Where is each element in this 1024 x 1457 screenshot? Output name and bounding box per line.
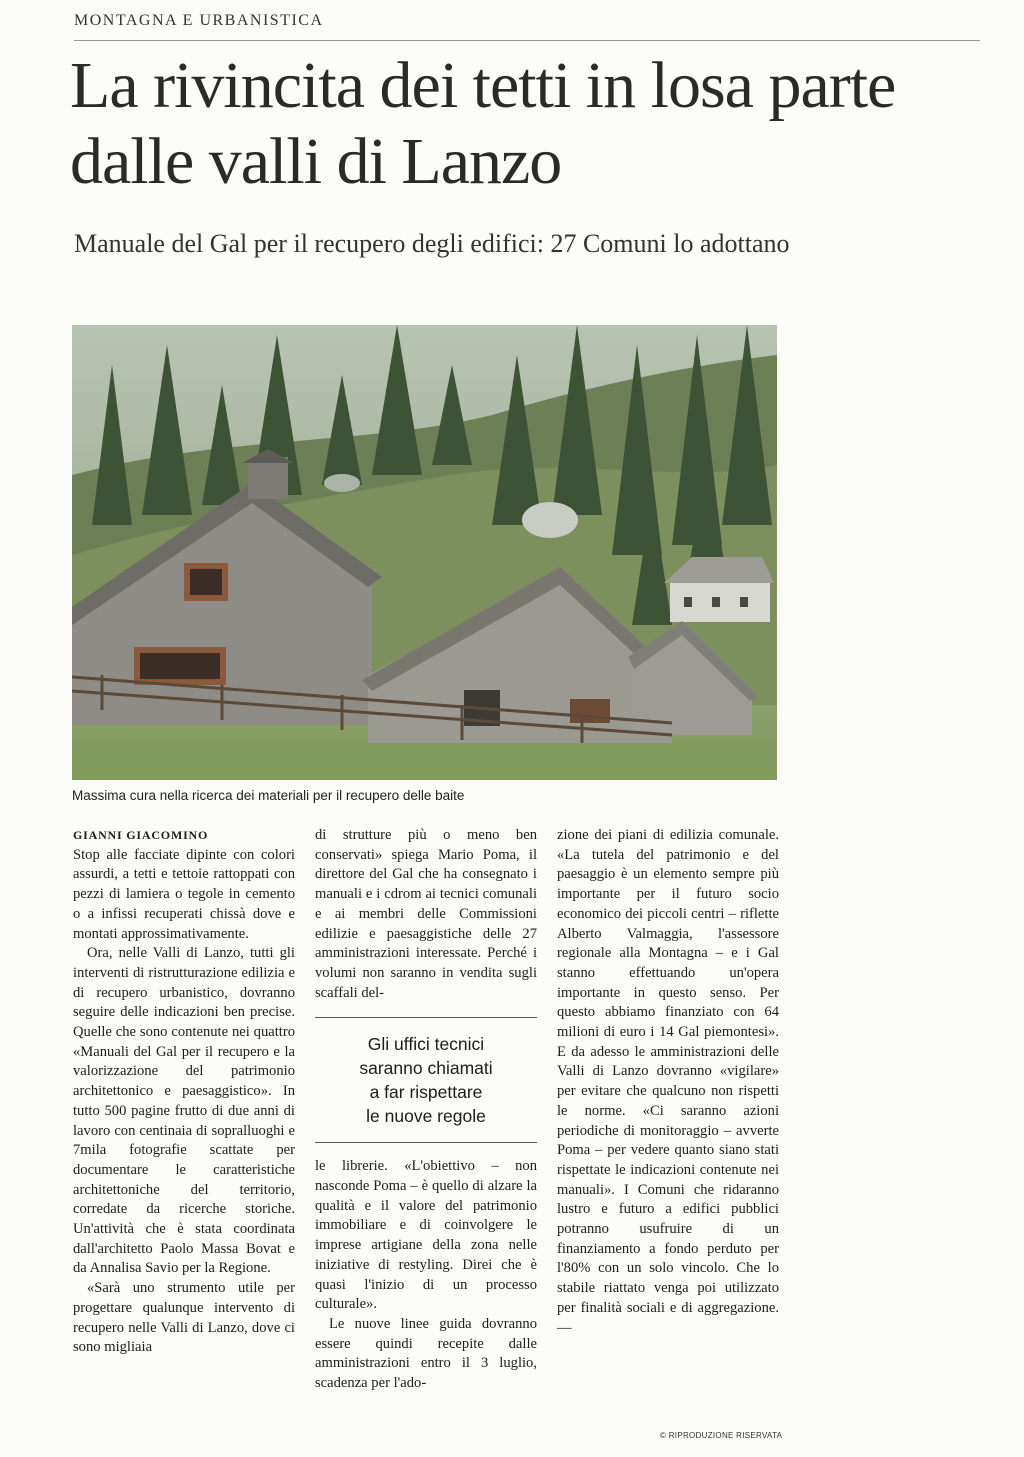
paragraph: Le nuove linee guida dovranno essere quindi recepite dalle amministrazioni entro il 3 luglio, scadenza per l'ado- (315, 1315, 537, 1392)
paragraph: le librerie. «L'obiettivo – non nasconde Poma – è quello di alzare la qualità e il valore del patrimonio immobiliare e di coinvolgere le imprese artigiane della zona nelle iniziative di restyling. Direi che è quasi l'inizio di un processo culturale». (315, 1158, 537, 1313)
pull-quote-line: Gli uffici tecnici (367, 1034, 485, 1055)
paragraph: «Sarà uno strumento utile per progettare qualunque intervento di recupero nelle Valli di Lanzo, dove ci sono migliaia (73, 1280, 295, 1356)
pull-quote-line: saranno chiamati (359, 1058, 493, 1079)
section-kicker: MONTAGNA E URBANISTICA (74, 12, 324, 29)
article-photo (72, 325, 777, 780)
paragraph: zione dei piani di edilizia comunale. «La tutela del patrimonio e del paesaggio è un elemento sempre più importante per il futuro socio economico dei piccoli centri – riflette Alberto Valmaggia, l'assessore regionale alla Montagna – e i Gal stanno effettuando un'opera importante in questo senso. Per questo abbiamo finanziato con 64 milioni di euro i 14 Gal piemontesi». E da adesso le amministrazioni delle Valli di Lanzo dovranno «vigilare» per evitare che qualcuno non rispetti le norme. «Ci saranno azioni periodiche di monitoraggio – avverte Poma – per vedere quanto siano stati rispettate le indicazioni contenute nei manuali». I Comuni che ridaranno lustro e futuro a edifici pubblici potranno usufruire di un finanziamento a fondo perduto per l'80% con un solo vincolo. Che lo stabile riattato venga poi utilizzato per finalità sociali e di aggregazione. — (557, 827, 779, 1336)
text-column-1 (73, 826, 295, 1358)
kicker-divider (74, 40, 980, 41)
paragraph: Ora, nelle Valli di Lanzo, tutti gli interventi di ristrutturazione edilizia e di recupero urbanistico, dovranno seguire delle indicazioni ben precise. Quelle che sono contenute nei quattro «Manuali del Gal per il recupero e la valorizzazione del patrimonio architettonico e paesaggistico». In tutto 500 pagine frutto di due anni di lavoro con centinaia di sopralluoghi e 7mila fotografie scattate per documentare le caratteristiche architettoniche del territorio, corredate da ricerche storiche. Un'attività che è stata coordinata dall'architetto Paolo Massa Bovat e da Annalisa Savio per la Regione. (73, 945, 295, 1277)
byline: GIANNI GIACOMINO (73, 828, 209, 842)
pull-quote (315, 1017, 537, 1143)
text-column-3 (557, 826, 779, 1338)
headline: La rivincita dei tetti in losa parte dalle valli di Lanzo (70, 49, 896, 198)
subheadline: Manuale del Gal per il recupero degli edifici: 27 Comuni lo adottano (74, 229, 790, 258)
paragraph: Stop alle facciate dipinte con colori assurdi, a tetti e tettoie rattoppati con pezzi di lamiera o tegole in cemento o a infissi recuperati chissà dove e montati approssimativamente. (73, 846, 295, 942)
pull-quote-line: a far rispettare (369, 1082, 483, 1103)
pull-quote-line: le nuove regole (366, 1106, 486, 1127)
photo-caption: Massima cura nella ricerca dei materiali per il recupero delle baite (72, 788, 465, 803)
copyright-credit: © RIPRODUZIONE RISERVATA (660, 1431, 783, 1440)
text-column-2 (315, 826, 537, 1394)
paragraph: di strutture più o meno ben conservati» spiega Mario Poma, il direttore del Gal che ha consegnato i manuali e i cdrom ai tecnici comunali e ai membri delle Commissioni edilizie e paesaggistiche delle 27 amministrazioni interessate. Perché i volumi non saranno in vendita sugli scaffali del- (315, 827, 537, 1001)
mountain-huts-illustration (72, 325, 777, 780)
